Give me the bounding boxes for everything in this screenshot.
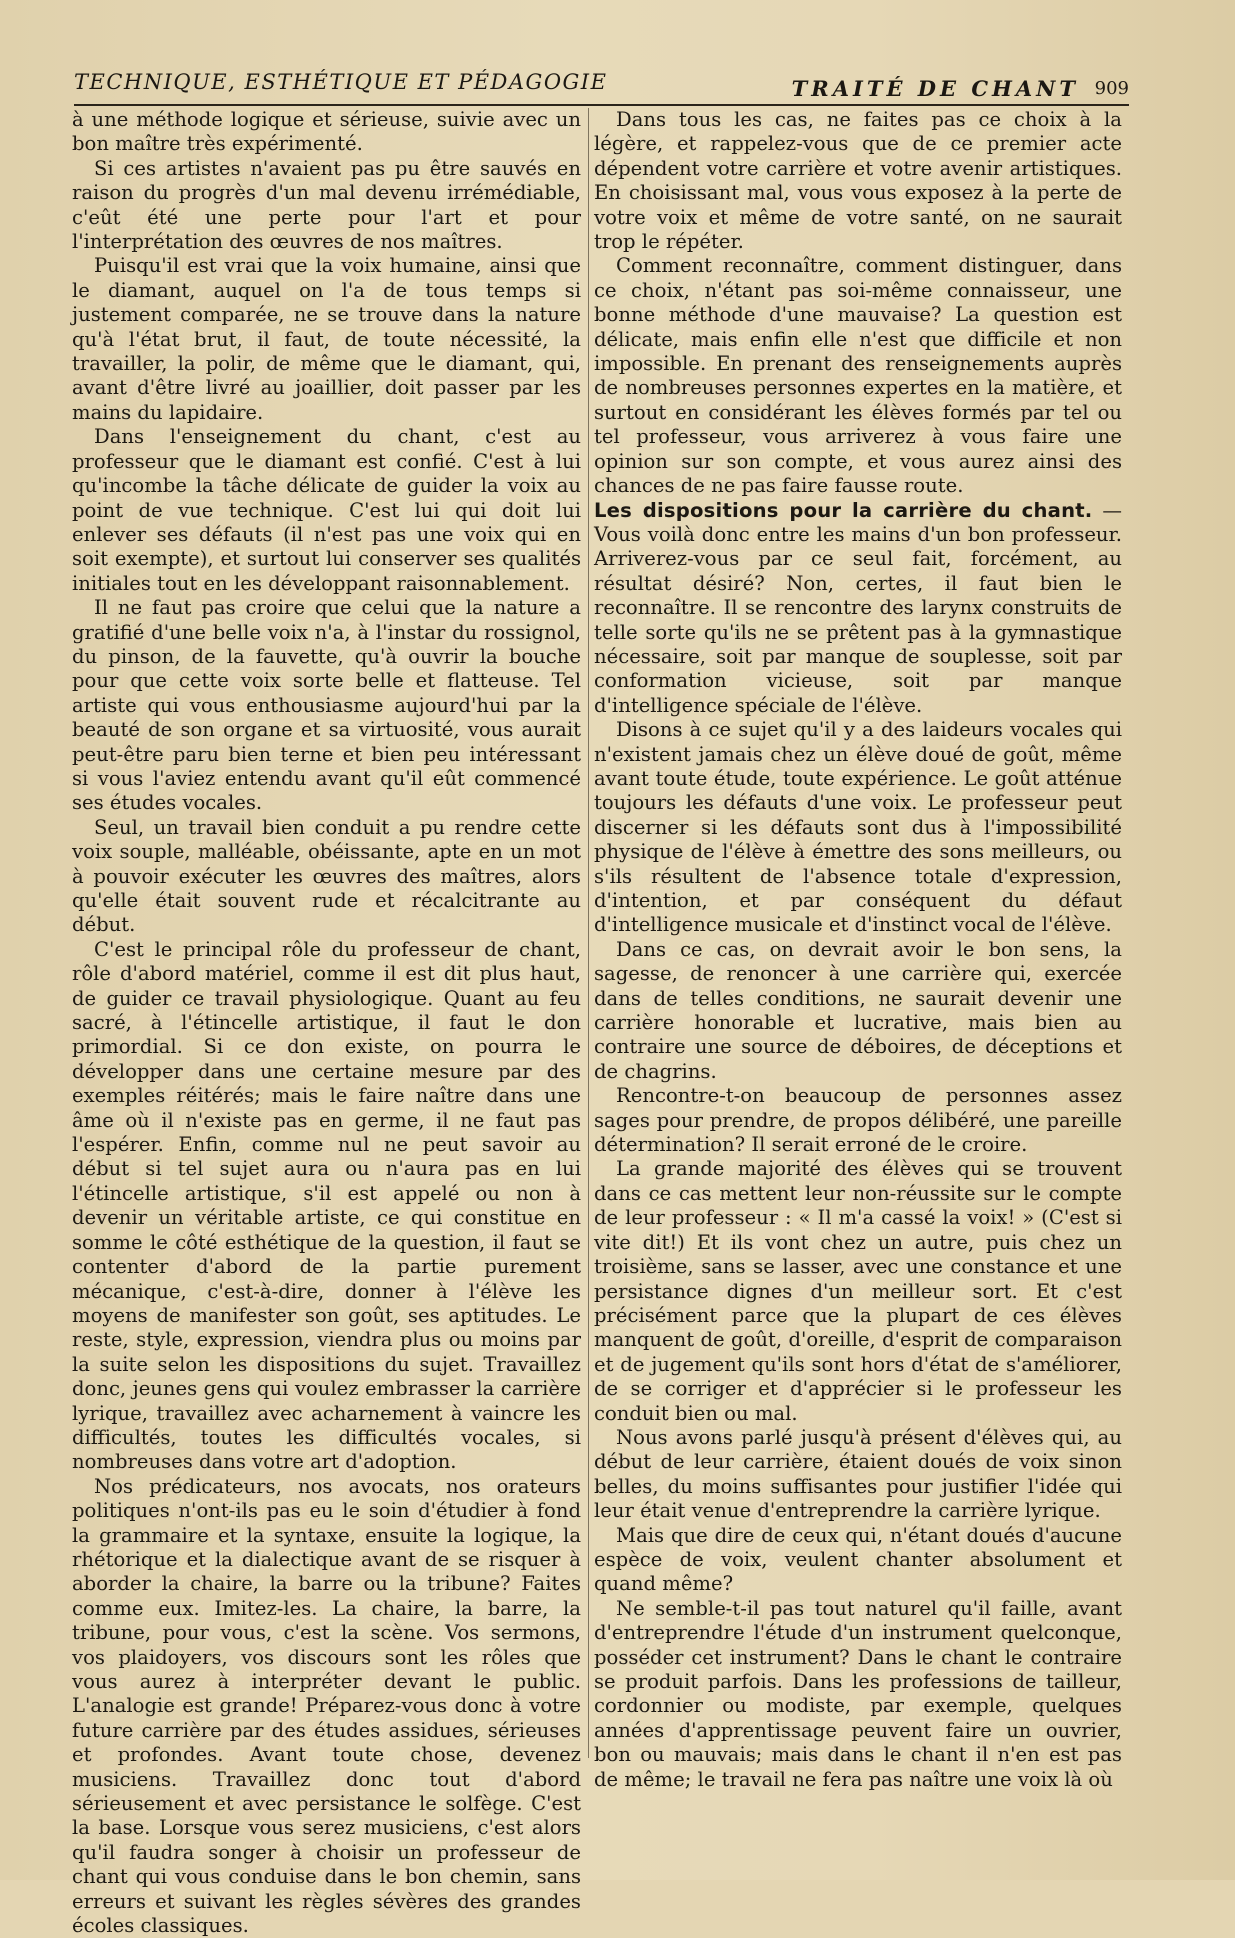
page-number: 909: [1094, 78, 1129, 99]
paragraph: La grande majorité des élèves qui se trouvent dans ce cas mettent leur non-réussite sur le compte de leur professeur : « Il m'a cassé la voix! » (C'est si vite dit!) Et ils vont chez un autre, puis chez un troisième, sans se lasser, avec une constance et une persistance dignes d'un meilleur sort. Et c'est précisément parce que la plupart de ces élèves manquent de goût, d'oreille, d'esprit de comparaison et de jugement qu'ils sont hors d'état de s'améliorer, de se corriger et d'apprécier si le professeur les conduit bien ou mal.: [594, 1157, 1122, 1425]
paragraph: Ne semble-t-il pas tout naturel qu'il faille, avant d'entreprendre l'étude d'un instrument quelconque, posséder cet instrument? Dans le chant le contraire se produit parfois. Dans les professions de tailleur, cordonnier ou modiste, par exemple, quelques années d'apprentissage peuvent faire un ouvrier, bon ou mauvais; mais dans le chant il n'en est pas de même; le travail ne fera pas naître une voix là où: [594, 1596, 1122, 1791]
paragraph: Nos prédicateurs, nos avocats, nos orateurs politiques n'ont-ils pas eu le soin d'étudier à fond la grammaire et la syntaxe, ensuite la logique, la rhétorique et la dialectique avant de se risquer à aborder la chaire, la barre ou la tribune? Faites comme eux. Imitez-les. La chaire, la barre, la tribune, pour vous, c'est la scène. Vos sermons, vos plaidoyers, vos discours sont les rôles que vous aurez à interpréter devant le public. L'analogie est grande! Préparez-vous donc à votre future carrière par des études assidues, sérieuses et profondes. Avant toute chose, devenez musiciens. Travaillez donc tout d'abord sérieusement et avec persistance le solfège. C'est la base. Lorsque vous serez musiciens, c'est alors qu'il faudra songer à choisir un professeur de chant qui vous conduise dans le bon chemin, sans erreurs et suivant les règles sévères des grandes écoles classiques.: [72, 1474, 581, 1938]
paragraph: Dans l'enseignement du chant, c'est au professeur que le diamant est confié. C'est à lui qu'incombe la tâche délicate de guider la voix au point de vue technique. C'est lui qui doit lui enlever ses défauts (il n'est pas une voix qui en soit exempte), et surtout lui conserver ses qualités initiales tout en les développant raisonnablement.: [72, 425, 581, 595]
column-divider: [588, 108, 589, 1758]
left-column: [72, 108, 581, 1938]
paragraph: Rencontre-t-on beaucoup de personnes assez sages pour prendre, de propos délibéré, une pareille détermination? Il serait erroné de le croire.: [594, 1084, 1122, 1157]
paragraph: Disons à ce sujet qu'il y a des laideurs vocales qui n'existent jamais chez un élève doué de goût, même avant toute étude, toute expérience. Le goût atténue toujours les défauts d'une voix. Le professeur peut discerner si les défauts sont dus à l'impossibilité physique de l'élève à émettre des sons meilleurs, ou s'ils résultent de l'absence totale d'expression, d'intention, et par conséquent du défaut d'intelligence musicale et d'instinct vocal de l'élève.: [594, 718, 1122, 937]
paragraph: Puisqu'il est vrai que la voix humaine, ainsi que le diamant, auquel on l'a de tous temps si justement comparée, ne se trouve dans la nature qu'à l'état brut, il faut, de toute nécessité, la travailler, la polir, de même que le diamant, qui, avant d'être livré au joaillier, doit passer par les mains du lapidaire.: [72, 254, 581, 424]
paragraph: Nous avons parlé jusqu'à présent d'élèves qui, au début de leur carrière, étaient doués de voix sinon belles, du moins suffisantes pour justifier l'idée qui leur était venue d'entreprendre la carrière lyrique.: [594, 1425, 1122, 1523]
right-column: [594, 108, 1122, 1792]
paragraph: Si ces artistes n'avaient pas pu être sauvés en raison du progrès d'un mal devenu irrémédiable, c'eût été une perte pour l'art et pour l'interprétation des œuvres de nos maîtres.: [72, 156, 581, 254]
paragraph: Seul, un travail bien conduit a pu rendre cette voix souple, malléable, obéissante, apte en un mot à pouvoir exécuter les œuvres des maîtres, alors qu'elle était souvent rude et récalcitrante au début.: [72, 815, 581, 937]
paragraph: Dans tous les cas, ne faites pas ce choix à la légère, et rappelez-vous que de ce premier acte dépendent votre carrière et votre avenir artistiques. En choisissant mal, vous vous exposez à la perte de votre voix et même de votre santé, on ne saurait trop le répéter.: [594, 108, 1122, 254]
paragraph: à une méthode logique et sérieuse, suivie avec un bon maître très expérimenté.: [72, 108, 581, 156]
paragraph: Il ne faut pas croire que celui que la nature a gratifié d'une belle voix n'a, à l'instar du rossignol, du pinson, de la fauvette, qu'à ouvrir la bouche pour que cette voix sorte belle et flatteuse. Tel artiste qui vous enthousiasme aujourd'hui par la beauté de son organe et sa virtuosité, vous aurait peut-être paru bien terne et bien peu intéressant si vous l'aviez entendu avant qu'il eût commencé ses études vocales.: [72, 596, 581, 815]
paragraph: Comment reconnaître, comment distinguer, dans ce choix, n'étant pas soi-même connaisseur, une bonne méthode d'une mauvaise? La question est délicate, mais enfin elle n'est que difficile et non impossible. En prenant des renseignements auprès de nombreuses personnes expertes en la matière, et surtout en considérant les élèves formés par tel ou tel professeur, vous arriverez à vous faire une opinion sur son compte, et vous aurez ainsi des chances de ne pas faire fausse route.: [594, 254, 1122, 498]
section-lead-text: — Vous voilà donc entre les mains d'un bon professeur. Arriverez-vous par ce seul fait, forcément, au résultat désiré? Non, certes, il faut bien le reconnaître. Il se rencontre des larynx construits de telle sorte qu'ils ne se prêtent pas à la gymnastique nécessaire, soit par manque de souplesse, soit par conformation vicieuse, soit par manque d'intelligence spéciale de l'élève.: [594, 498, 1122, 717]
paragraph: Dans ce cas, on devrait avoir le bon sens, la sagesse, de renoncer à une carrière qui, exercée dans de telles conditions, ne saurait devenir une carrière honorable et lucrative, mais bien au contraire une source de déboires, de déceptions et de chagrins.: [594, 937, 1122, 1083]
paragraph: C'est le principal rôle du professeur de chant, rôle d'abord matériel, comme il est dit plus haut, de guider ce travail physiologique. Quant au feu sacré, à l'étincelle artistique, il faut le don primordial. Si ce don existe, on pourra le développer dans une certaine mesure par des exemples réitérés; mais le faire naître dans une âme où il n'existe pas en germe, il ne faut pas l'espérer. Enfin, comme nul ne peut savoir au début si tel sujet aura ou n'aura pas en lui l'étincelle artistique, s'il est appelé ou non à devenir un véritable artiste, ce qui constitue en somme le côté esthétique de la question, il faut se contenter d'abord de la partie purement mécanique, c'est-à-dire, donner à l'élève les moyens de manifester son goût, ses aptitudes. Le reste, style, expression, viendra plus ou moins par la suite selon les dispositions du sujet. Travaillez donc, jeunes gens qui voulez embrasser la carrière lyrique, travaillez avec acharnement à vaincre les difficultés, toutes les difficultés vocales, si nombreuses dans votre art d'adoption.: [72, 937, 581, 1474]
header-right-title: TRAITÉ DE CHANT: [791, 76, 1079, 101]
header-left-title: TECHNIQUE, ESTHÉTIQUE ET PÉDAGOGIE: [74, 70, 608, 94]
running-header: [74, 70, 1129, 106]
paragraph: Mais que dire de ceux qui, n'étant doués d'aucune espèce de voix, veulent chanter absolument et quand même?: [594, 1523, 1122, 1596]
section-heading: Les dispositions pour la carrière du chant.: [594, 498, 1093, 522]
